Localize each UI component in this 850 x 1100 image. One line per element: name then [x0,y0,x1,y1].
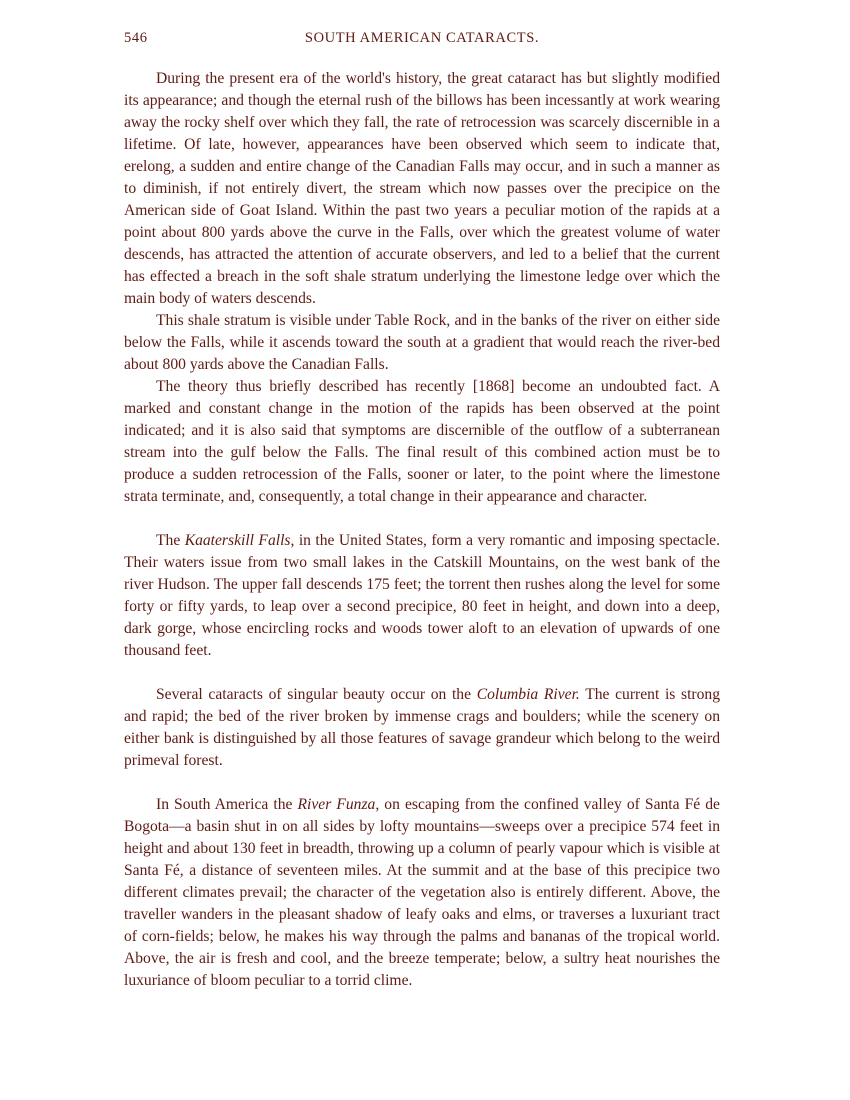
paragraph-kaaterskill-falls [124,530,720,662]
paragraph-niagara-retrocession: During the present era of the world's history, the great cataract has but slightly modified its appearance; and though the eternal rush of the billows has been incessantly at work wearing away the rocky shelf over which they fall, the rate of retrocession was scarcely discernible in a lifetime. Of late, however, appearances have been observed which seem to indicate that, erelong, a sudden and entire change of the Canadian Falls may occur, and in such a manner as to diminish, if not entirely divert, the stream which now passes over the precipice on the American side of Goat Island. Within the past two years a peculiar motion of the rapids at a point about 800 yards above the curve in the Falls, over which the greatest volume of water descends, has attracted the attention of accurate observers, and led to a belief that the current has effected a breach in the soft shale stratum underlying the limestone ledge over which the main body of waters descends. [124,70,720,307]
page-number: 546 [124,30,148,46]
paragraph-body-text: in the United States, form a very romantic and imposing spectacle. Their waters issue from two small lakes in the Catskill Mountains, on the west bank of the river Hudson. The upper fall descends 175 feet; the torrent then rushes along the level for some forty or fifty yards, to leap over a second precipice, 80 feet in height, and down into a deep, dark gorge, whose encircling rocks and woods tower aloft to an elevation of upwards of one thousand feet. [124,532,720,659]
place-name-funza: River Funza, [297,796,380,813]
book-page [124,30,720,992]
paragraph-shale-stratum: This shale stratum is visible under Table Rock, and in the banks of the river on either side below the Falls, while it ascends toward the south at a gradient that would reach the river-bed about 800 yards above the Canadian Falls. [124,312,720,373]
paragraph-lead-text: Several cataracts of singular beauty occur on the [156,686,477,703]
paragraph-lead-text: In South America the [156,796,298,813]
paragraph-columbia-river [124,684,720,772]
paragraph-river-funza [124,794,720,992]
paragraph-body-text: The current is strong and rapid; the bed of the river broken by immense crags and boulders; while the scenery on either bank is distinguished by all those features of savage grandeur which belong to the weird primeval forest. [124,686,720,769]
page-header [124,30,720,56]
running-head: SOUTH AMERICAN CATARACTS. [304,30,540,46]
body-text [124,68,720,992]
place-name-columbia: Columbia River. [476,686,580,703]
paragraph-body-text: on escaping from the confined valley of Santa Fé de Bogota—a basin shut in on all sides by lofty mountains—sweeps over a precipice 574 feet in height and about 130 feet in breadth, throwing up a column of pearly vapour which is visible at Santa Fé, a distance of seventeen miles. At the summit and at the base of this precipice two different climates prevail; the character of the vegetation also is entirely different. Above, the traveller wanders in the pleasant shadow of leafy oaks and elms, or traverses a luxuriant tract of corn-fields; below, he makes his way through the palms and bananas of the tropical world. Above, the air is fresh and cool, and the breeze temperate; below, a sultry heat nourishes the luxuriance of bloom peculiar to a torrid clime. [124,796,720,989]
place-name-kaaterskill: Kaaterskill Falls, [184,532,295,549]
paragraph-lead-text: The [156,532,185,549]
paragraph-theory-fact: The theory thus briefly described has recently [1868] become an undoubted fact. A marked and constant change in the motion of the rapids has been observed at the point indicated; and it is also said that symptoms are discernible of the outflow of a subterranean stream into the gulf below the Falls. The final result of this combined action must be to produce a sudden retrocession of the Falls, sooner or later, to the point where the limestone strata terminate, and, consequently, a total change in their appearance and character. [124,378,720,505]
